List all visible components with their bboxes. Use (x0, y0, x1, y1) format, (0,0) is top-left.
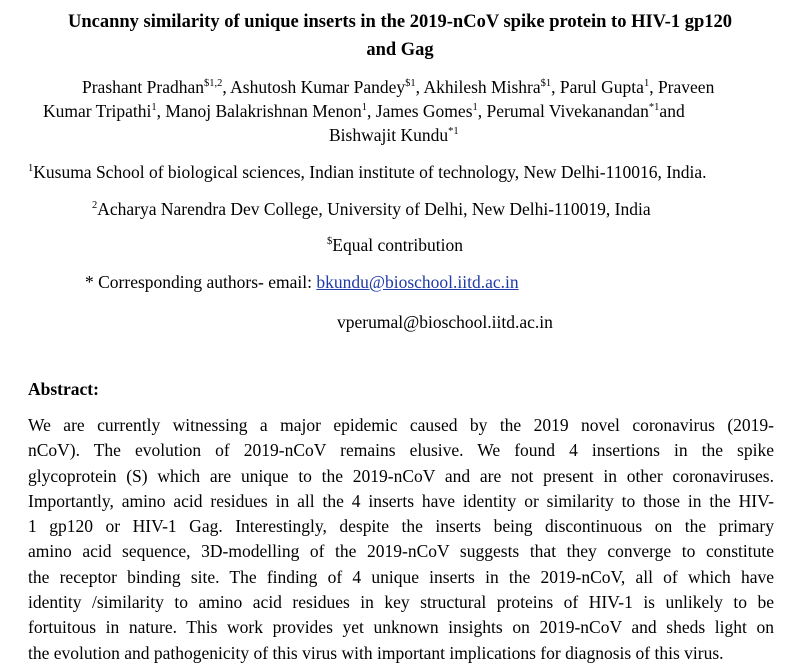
abstract-line: the evolution and pathogenicity of this virus with important implications for diagnosis of this virus. (28, 642, 724, 663)
author-line-1: Prashant Pradhan$^{\$1,2}$, Ashutosh Kumar Pandey$^{\$1}$, Akhilesh Mishra$^{\$1}$, Parul Gupta$^1$, Praveen (82, 77, 715, 97)
author-sup: 1 (643, 78, 650, 90)
author-sup: 1 (361, 102, 368, 114)
paper-title-line-1: Uncanny similarity of unique inserts in the 2019-nCoV spike protein to HIV-1 gp120 (67, 12, 732, 32)
email-vperumal: vperumal@bioschool.iitd.ac.in (337, 312, 553, 332)
author-name: Manoj Balakrishnan Menon (165, 101, 362, 121)
abstract-line: 1 gp120 or HIV-1 Gag. Interestingly, despite the inserts being discontinuous on the primary (28, 516, 774, 537)
abstract-line: We are currently witnessing a major epidemic caused by the 2019 novel coronavirus (2019- (28, 415, 774, 435)
corresponding-authors (85, 272, 519, 293)
abstract-line: glycoprotein (S) which are unique to the 2019-nCoV and are not present in other coronaviruses. (28, 465, 774, 486)
author-sup: *1 (448, 126, 459, 138)
author-name: James Gomes (375, 101, 473, 121)
affiliation-text: Acharya Narendra Dev College, University of Delhi, New Delhi-110019, India (97, 199, 651, 219)
author-sup: $1 (540, 78, 552, 90)
author-line-2: Kumar Tripathi$^1$, Manoj Balakrishnan Menon$^1$, James Gomes$^1$, Perumal Vivekanandan$^{*1}$and (43, 101, 685, 121)
author-name: Praveen (657, 77, 715, 97)
author-name: Ashutosh Kumar Pandey (230, 77, 406, 97)
author-name: Bishwajit Kundu (329, 125, 449, 145)
author-line-3 (329, 125, 459, 146)
email-link-bkundu[interactable]: bkundu@bioschool.iitd.ac.in (316, 272, 519, 292)
author-sup: 1 (151, 102, 157, 114)
abstract-line: Importantly, amino acid residues in all the 4 inserts have identity or similarity to those in the HIV- (28, 490, 774, 511)
affiliation-sup: $ (327, 236, 333, 248)
paper-title-line-2: and Gag (366, 40, 434, 60)
abstract-body (28, 413, 774, 666)
affiliation-text: Equal contribution (332, 235, 463, 255)
abstract-line: fortuitous in nature. This work provides yet unknown insights on 2019-nCoV and sheds light on (28, 617, 774, 638)
affiliation-sup: 1 (28, 163, 34, 175)
affiliation-text: Kusuma School of biological sciences, Indian institute of technology, New Delhi-110016, India. (33, 162, 707, 182)
author-sup: $1 (405, 78, 416, 90)
abstract-line: identity /similarity to amino acid residues in key structural proteins of HIV-1 is unlikely to be (28, 592, 774, 613)
author-sup: $1,2 (204, 78, 223, 90)
abstract-line: nCoV). The evolution of 2019-nCoV remains elusive. We found 4 insertions in the spike (28, 440, 774, 461)
author-name: Perumal Vivekanandan (486, 101, 649, 121)
author-sup: *1 (648, 102, 660, 114)
abstract-line: the receptor binding site. The finding of 4 unique inserts in the 2019-nCoV, all of which have (28, 566, 774, 587)
author-sup: 1 (472, 102, 478, 114)
author-name: Akhilesh Mishra (423, 77, 541, 97)
corresponding-label: * Corresponding authors- email: (85, 272, 317, 292)
affiliation-2 (92, 199, 651, 220)
abstract-line: amino acid sequence, 3D-modelling of the 2019-nCoV suggests that they converge to constitute (28, 541, 774, 562)
abstract-heading: Abstract: (28, 379, 99, 399)
equal-contribution-note (327, 235, 463, 256)
affiliation-sup: 2 (92, 200, 98, 212)
affiliation-1 (28, 162, 707, 183)
author-name: Prashant Pradhan (82, 77, 204, 97)
author-name: Kumar Tripathi (43, 101, 152, 121)
author-name: Parul Gupta (559, 77, 644, 97)
